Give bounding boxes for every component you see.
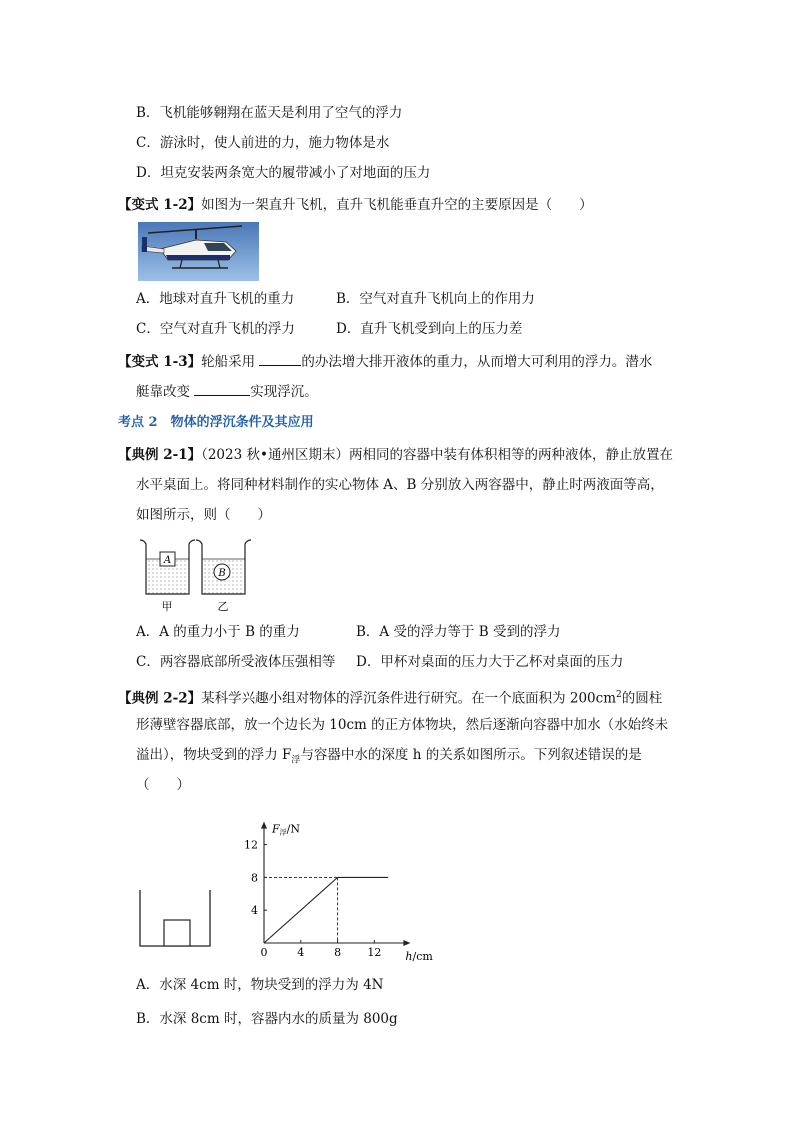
variant-1-2-option-d: D．直升飞机受到向上的压力差 (336, 321, 523, 337)
label-b: B (218, 568, 226, 579)
container-figure (136, 886, 216, 950)
x-tick-label-4: 4 (297, 946, 305, 959)
caption-jia: 甲 (161, 600, 173, 613)
answer-blank-1[interactable] (259, 351, 301, 366)
cube-block (164, 920, 190, 946)
answer-blank-2[interactable] (194, 381, 250, 396)
x-tick-label-8: 8 (334, 946, 342, 959)
section-heading: 考点 2 物体的浮沉条件及其应用 (118, 415, 314, 430)
tail-fin (142, 237, 147, 252)
example-2-1-option-c: C．两容器底部所受液体压强相等 (136, 654, 336, 670)
example-2-2-option-a: A．水深 4cm 时，物块受到的浮力为 4N (136, 977, 384, 993)
caption-yi: 乙 (217, 600, 229, 613)
y-axis-label: F浮/N (272, 822, 300, 837)
variant-1-2-tag: 【变式 1-2】 (118, 197, 202, 213)
example-2-1-line1: 【典例 2-1】（2023 秋•通州区期末）两相同的容器中装有体积相等的两种液体，静止放置在 (118, 447, 673, 463)
beaker-jia (140, 540, 195, 594)
q1-option-d: D．坦克安装两条宽大的履带减小了对地面的压力 (136, 165, 431, 181)
example-2-1-tag: 【典例 2-1】 (118, 447, 202, 463)
example-2-2-line4: （ ） (136, 777, 190, 793)
helicopter-photo (138, 222, 259, 281)
buoyancy-depth-chart (236, 804, 446, 966)
y-tick-label-8: 8 (251, 871, 258, 885)
example-2-2-tag: 【典例 2-2】 (118, 690, 202, 707)
variant-1-3-tag: 【变式 1-3】 (118, 354, 202, 370)
y-tick-label-4: 4 (251, 904, 258, 918)
variant-1-2-option-a: A．地球对直升飞机的重力 (136, 291, 295, 307)
example-2-1-option-d: D．甲杯对桌面的压力大于乙杯对桌面的压力 (356, 654, 624, 670)
series-line (264, 877, 388, 943)
q1-option-c: C．游泳时，使人前进的力，施力物体是水 (136, 135, 390, 151)
label-a: A (163, 555, 172, 566)
variant-1-3-line1: 【变式 1-3】轮船采用 的办法增大排开液体的重力，从而增大可利用的浮力。潜水 (118, 351, 652, 372)
example-2-1-option-b: B．A 受的浮力等于 B 受到的浮力 (356, 624, 561, 640)
example-2-2-line2: 形薄壁容器底部，放一个边长为 10cm 的正方体物块，然后逐渐向容器中加水（水始终未 (136, 717, 669, 733)
beakers-figure (136, 536, 256, 616)
x-tick-label-12: 12 (367, 946, 382, 959)
example-2-1-line3: 如图所示，则（ ） (136, 507, 271, 523)
variant-1-2-option-c: C．空气对直升飞机的浮力 (136, 321, 295, 337)
y-axis-arrow (261, 822, 267, 829)
x-axis-arrow (403, 940, 410, 946)
example-2-1-line2: 水平桌面上。将同种材料制作的实心物体 A、B 分别放入两容器中，静止时两液面等高， (136, 477, 664, 493)
fuselage-stripe (166, 255, 230, 260)
q1-option-b: B．飞机能够翱翔在蓝天是利用了空气的浮力 (136, 105, 403, 121)
example-2-2-line3: 溢出），物块受到的浮力 $F_浮$与容器中水的深度 h 的关系如图所示。下列叙述错误的是 (136, 747, 642, 766)
example-2-2-line1: 【典例 2-2】某科学兴趣小组对物体的浮沉条件进行研究。在一个底面积为 $200cm^2$的圆柱 (118, 690, 663, 707)
variant-1-3-line2: 艇靠改变 实现浮沉。 (136, 381, 318, 402)
variant-1-2-stem (118, 195, 593, 215)
variant-1-2-option-b: B．空气对直升飞机向上的作用力 (336, 291, 535, 307)
variant-1-2-text: 如图为一架直升飞机，直升飞机能垂直升空的主要原因是（ ） (201, 197, 593, 213)
y-tick-label-12: 12 (244, 838, 258, 852)
example-2-1-option-a: A．A 的重力小于 B 的重力 (136, 624, 300, 640)
x-axis-label: h/cm (405, 950, 433, 963)
example-2-2-option-b: B．水深 8cm 时，容器内水的质量为 800g (136, 1011, 398, 1027)
beaker-yi (196, 540, 251, 594)
origin-label: 0 (260, 946, 268, 959)
